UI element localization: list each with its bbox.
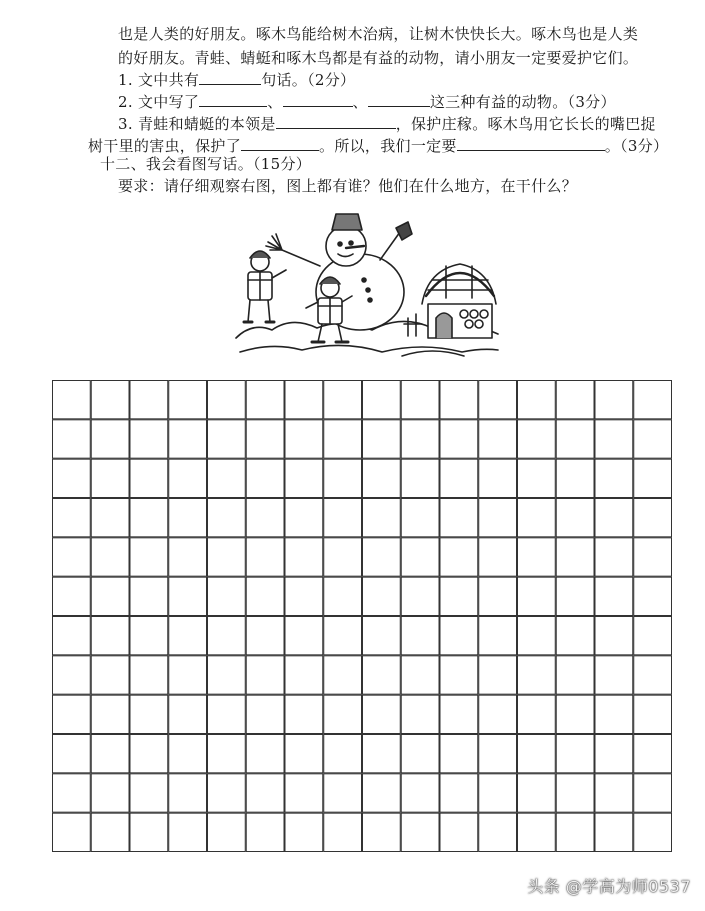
grid-cell[interactable] (324, 813, 362, 851)
question-3-prefix: 3. 青蛙和蜻蜓的本领是 (118, 115, 276, 133)
grid-cell[interactable] (208, 695, 246, 733)
grid-cell[interactable] (285, 499, 323, 537)
grid-cell[interactable] (53, 813, 91, 851)
grid-cell[interactable] (53, 499, 91, 537)
grid-cell[interactable] (53, 774, 91, 812)
grid-cell[interactable] (169, 774, 207, 812)
grid-cell[interactable] (130, 617, 168, 655)
grid-cell[interactable] (556, 813, 594, 851)
question-1 (118, 70, 355, 90)
grid-cell[interactable] (324, 577, 362, 615)
grid-cell[interactable] (53, 420, 91, 458)
grid-cell[interactable] (169, 381, 207, 419)
grid-cell[interactable] (479, 813, 517, 851)
grid-cell[interactable] (634, 695, 672, 733)
grid-cell[interactable] (518, 617, 556, 655)
grid-cell[interactable] (169, 577, 207, 615)
grid-cell[interactable] (324, 538, 362, 576)
grid-cell[interactable] (401, 420, 439, 458)
grid-cell[interactable] (285, 774, 323, 812)
grid-cell[interactable] (518, 381, 556, 419)
grid-cell[interactable] (363, 695, 401, 733)
grid-cell[interactable] (401, 538, 439, 576)
grid-cell[interactable] (208, 538, 246, 576)
grid-cell[interactable] (91, 735, 129, 773)
grid-cell[interactable] (556, 577, 594, 615)
grid-cell[interactable] (246, 813, 284, 851)
grid-cell[interactable] (363, 813, 401, 851)
grid-cell[interactable] (324, 656, 362, 694)
grid-cell[interactable] (208, 459, 246, 497)
grid-cell[interactable] (130, 459, 168, 497)
grid-cell[interactable] (595, 459, 633, 497)
passage-line-1: 也是人类的好朋友。啄木鸟能给树木治病，让树木快快长大。啄木鸟也是人类 (118, 25, 639, 43)
question-2-blank-2[interactable] (283, 92, 353, 107)
grid-cell[interactable] (91, 420, 129, 458)
grid-cell[interactable] (518, 420, 556, 458)
grid-cell[interactable] (518, 735, 556, 773)
grid-cell[interactable] (556, 381, 594, 419)
grid-cell[interactable] (401, 695, 439, 733)
question-1-prefix: 1. 文中共有 (118, 71, 200, 89)
section-12-title: 十二、我会看图写话。（15分） (100, 155, 312, 173)
grid-cell[interactable] (246, 499, 284, 537)
grid-cell[interactable] (53, 459, 91, 497)
grid-cell[interactable] (479, 577, 517, 615)
grid-cell[interactable] (401, 499, 439, 537)
grid-cell[interactable] (440, 420, 478, 458)
grid-cell[interactable] (363, 381, 401, 419)
grid-cell[interactable] (595, 420, 633, 458)
grid-cell[interactable] (363, 577, 401, 615)
question-1-suffix: 句话。（2分） (261, 71, 356, 89)
grid-cell[interactable] (518, 656, 556, 694)
grid-cell[interactable] (634, 735, 672, 773)
grid-cell[interactable] (130, 695, 168, 733)
grid-cell[interactable] (595, 656, 633, 694)
grid-cell[interactable] (324, 695, 362, 733)
grid-cell[interactable] (246, 774, 284, 812)
grid-cell[interactable] (363, 499, 401, 537)
grid-cell[interactable] (363, 420, 401, 458)
grid-cell[interactable] (479, 695, 517, 733)
grid-cell[interactable] (91, 499, 129, 537)
section-12-requirement: 要求：请仔细观察右图，图上都有谁？他们在什么地方，在干什么？ (118, 177, 578, 195)
grid-cell[interactable] (634, 577, 672, 615)
question-2-sep-2: 、 (352, 93, 368, 111)
grid-cell[interactable] (440, 656, 478, 694)
grid-cell[interactable] (91, 617, 129, 655)
grid-cell[interactable] (208, 577, 246, 615)
grid-cell[interactable] (324, 499, 362, 537)
grid-cell[interactable] (53, 695, 91, 733)
grid-cell[interactable] (285, 420, 323, 458)
grid-cell[interactable] (440, 695, 478, 733)
question-2 (118, 92, 616, 112)
grid-cell[interactable] (169, 695, 207, 733)
grid-cell[interactable] (324, 459, 362, 497)
grid-cell[interactable] (169, 656, 207, 694)
grid-cell[interactable] (324, 774, 362, 812)
grid-cell[interactable] (440, 459, 478, 497)
grid-cell[interactable] (130, 774, 168, 812)
grid-cell[interactable] (130, 538, 168, 576)
grid-cell[interactable] (169, 813, 207, 851)
grid-cell[interactable] (440, 577, 478, 615)
grid-cell[interactable] (479, 420, 517, 458)
grid-cell[interactable] (285, 381, 323, 419)
grid-cell[interactable] (363, 459, 401, 497)
question-3-blank-3[interactable] (457, 136, 605, 151)
grid-cell[interactable] (246, 656, 284, 694)
grid-cell[interactable] (634, 813, 672, 851)
grid-cell[interactable] (401, 774, 439, 812)
grid-cell[interactable] (285, 577, 323, 615)
snowman-illustration (232, 210, 502, 362)
grid-cell[interactable] (595, 538, 633, 576)
grid-cell[interactable] (130, 499, 168, 537)
grid-cell[interactable] (91, 538, 129, 576)
grid-cell[interactable] (440, 499, 478, 537)
grid-cell[interactable] (324, 420, 362, 458)
grid-cell[interactable] (53, 656, 91, 694)
grid-cell[interactable] (363, 538, 401, 576)
grid-cell[interactable] (91, 774, 129, 812)
question-2-sep-1: 、 (267, 93, 283, 111)
grid-cell[interactable] (518, 695, 556, 733)
grid-cell[interactable] (130, 420, 168, 458)
grid-cell[interactable] (556, 617, 594, 655)
grid-cell[interactable] (556, 459, 594, 497)
grid-cell[interactable] (479, 499, 517, 537)
grid-cell[interactable] (324, 617, 362, 655)
grid-cell[interactable] (556, 774, 594, 812)
grid-cell[interactable] (324, 381, 362, 419)
grid-cell[interactable] (634, 617, 672, 655)
grid-cell[interactable] (130, 813, 168, 851)
watermark: 头条 @学高为师0537 (527, 877, 691, 896)
grid-cell[interactable] (401, 813, 439, 851)
grid-cell[interactable] (479, 735, 517, 773)
question-3-line-2 (88, 136, 668, 156)
grid-cell[interactable] (401, 459, 439, 497)
grid-cell[interactable] (634, 538, 672, 576)
grid-cell[interactable] (363, 735, 401, 773)
grid-cell[interactable] (208, 656, 246, 694)
grid-cell[interactable] (246, 538, 284, 576)
grid-cell[interactable] (401, 656, 439, 694)
grid-cell[interactable] (440, 617, 478, 655)
grid-cell[interactable] (479, 459, 517, 497)
grid-cell[interactable] (246, 695, 284, 733)
question-3-line-2-prefix: 树干里的害虫，保护了 (88, 137, 242, 155)
question-3-mid: ，保护庄稼。啄木鸟用它长长的嘴巴捉 (395, 115, 656, 133)
grid-cell[interactable] (246, 577, 284, 615)
question-3-line-2-suffix: 。（3分） (604, 137, 669, 155)
grid-cell[interactable] (169, 499, 207, 537)
grid-cell[interactable] (53, 735, 91, 773)
grid-cell[interactable] (130, 381, 168, 419)
grid-cell[interactable] (246, 735, 284, 773)
grid-cell[interactable] (518, 813, 556, 851)
grid-cell[interactable] (401, 381, 439, 419)
grid-cell[interactable] (285, 538, 323, 576)
grid-cell[interactable] (169, 617, 207, 655)
grid-cell[interactable] (595, 577, 633, 615)
grid-cell[interactable] (479, 656, 517, 694)
question-3-blank-2[interactable] (241, 136, 319, 151)
grid-cell[interactable] (479, 381, 517, 419)
grid-cell[interactable] (91, 813, 129, 851)
grid-cell[interactable] (324, 735, 362, 773)
grid-cell[interactable] (634, 459, 672, 497)
grid-cell[interactable] (285, 459, 323, 497)
grid-cell[interactable] (169, 420, 207, 458)
grid-cell[interactable] (479, 617, 517, 655)
grid-cell[interactable] (91, 695, 129, 733)
grid-cell[interactable] (595, 499, 633, 537)
grid-cell[interactable] (518, 499, 556, 537)
grid-cell[interactable] (246, 381, 284, 419)
grid-cell[interactable] (91, 656, 129, 694)
grid-cell[interactable] (479, 538, 517, 576)
grid-cell[interactable] (556, 735, 594, 773)
grid-cell[interactable] (634, 381, 672, 419)
grid-cell[interactable] (53, 577, 91, 615)
grid-cell[interactable] (440, 735, 478, 773)
grid-cell[interactable] (440, 381, 478, 419)
grid-cell[interactable] (285, 656, 323, 694)
grid-cell[interactable] (440, 774, 478, 812)
grid-cell[interactable] (634, 656, 672, 694)
grid-cell[interactable] (634, 420, 672, 458)
grid-cell[interactable] (208, 774, 246, 812)
question-2-suffix: 这三种有益的动物。（3分） (429, 93, 616, 111)
passage-line-2: 的好朋友。青蛙、蜻蜓和啄木鸟都是有益的动物，请小朋友一定要爱护它们。 (118, 49, 639, 67)
grid-cell[interactable] (169, 459, 207, 497)
grid-cell[interactable] (479, 774, 517, 812)
grid-cell[interactable] (401, 735, 439, 773)
grid-cell[interactable] (595, 617, 633, 655)
grid-cell[interactable] (208, 735, 246, 773)
grid-cell[interactable] (91, 459, 129, 497)
grid-cell[interactable] (556, 656, 594, 694)
grid-cell[interactable] (91, 577, 129, 615)
grid-cell[interactable] (130, 735, 168, 773)
grid-cell[interactable] (440, 538, 478, 576)
grid-cell[interactable] (363, 617, 401, 655)
question-3-blank-1[interactable] (276, 114, 396, 129)
grid-cell[interactable] (401, 617, 439, 655)
question-1-blank[interactable] (199, 70, 261, 85)
grid-cell[interactable] (401, 577, 439, 615)
grid-cell[interactable] (556, 695, 594, 733)
grid-cell[interactable] (518, 577, 556, 615)
grid-cell[interactable] (285, 617, 323, 655)
grid-cell[interactable] (285, 695, 323, 733)
grid-cell[interactable] (363, 656, 401, 694)
grid-cell[interactable] (53, 381, 91, 419)
grid-cell[interactable] (595, 774, 633, 812)
grid-cell[interactable] (130, 656, 168, 694)
grid-cell[interactable] (246, 617, 284, 655)
grid-cell[interactable] (595, 735, 633, 773)
grid-cell[interactable] (53, 617, 91, 655)
grid-cell[interactable] (595, 813, 633, 851)
question-3-line-1 (118, 114, 656, 134)
grid-cell[interactable] (634, 499, 672, 537)
grid-cell[interactable] (208, 499, 246, 537)
grid-cell[interactable] (518, 459, 556, 497)
grid-cell[interactable] (208, 617, 246, 655)
grid-cell[interactable] (440, 813, 478, 851)
grid-cell[interactable] (518, 538, 556, 576)
grid-cell[interactable] (518, 774, 556, 812)
grid-cell[interactable] (556, 499, 594, 537)
grid-cell[interactable] (595, 695, 633, 733)
grid-cell[interactable] (130, 577, 168, 615)
grid-cell[interactable] (53, 538, 91, 576)
grid-cell[interactable] (246, 420, 284, 458)
question-2-blank-1[interactable] (199, 92, 267, 107)
grid-cell[interactable] (595, 381, 633, 419)
grid-cell[interactable] (169, 735, 207, 773)
grid-cell[interactable] (208, 381, 246, 419)
grid-cell[interactable] (634, 774, 672, 812)
grid-cell[interactable] (91, 381, 129, 419)
question-2-blank-3[interactable] (368, 92, 430, 107)
grid-cell[interactable] (169, 538, 207, 576)
question-2-prefix: 2. 文中写了 (118, 93, 200, 111)
grid-cell[interactable] (246, 459, 284, 497)
grid-cell[interactable] (208, 420, 246, 458)
grid-cell[interactable] (363, 774, 401, 812)
grid-cell[interactable] (556, 538, 594, 576)
grid-cell[interactable] (285, 735, 323, 773)
question-3-line-2-mid: 。所以，我们一定要 (319, 137, 457, 155)
grid-cell[interactable] (208, 813, 246, 851)
writing-grid[interactable] (52, 380, 672, 852)
grid-cell[interactable] (285, 813, 323, 851)
grid-cell[interactable] (556, 420, 594, 458)
